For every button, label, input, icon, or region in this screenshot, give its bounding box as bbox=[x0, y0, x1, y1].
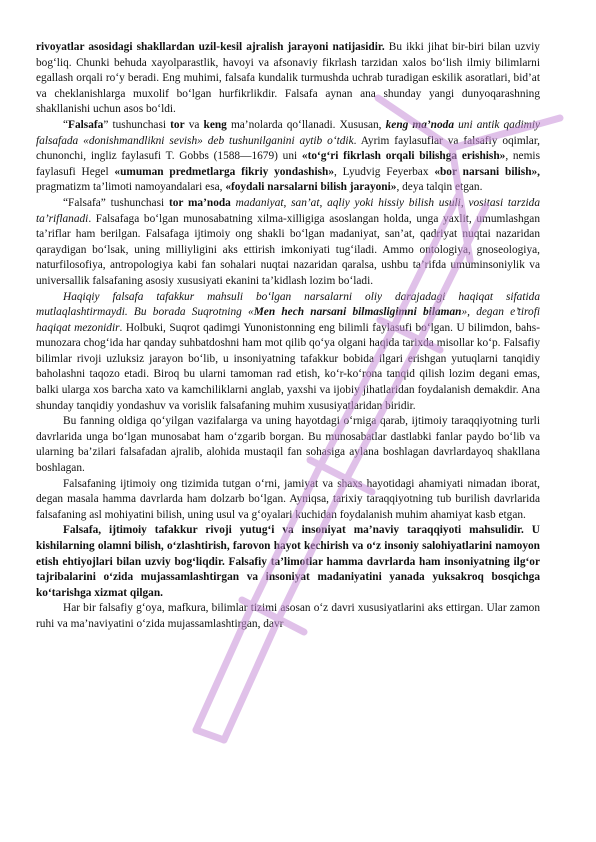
paragraph bbox=[36, 601, 540, 632]
text-run: , Lyudvig Feyerbax bbox=[334, 165, 435, 178]
text-run: , deya talqin etgan. bbox=[396, 181, 483, 194]
text-run: «foydali narsalarni bilish jarayoni» bbox=[225, 181, 397, 194]
text-run: ” tushunchasi bbox=[103, 118, 171, 131]
text-run: keng bbox=[203, 118, 227, 131]
document-page bbox=[36, 40, 540, 633]
text-run: Haqiqiy falsafa tafakkur mahsuli bo‘lgan narsalarni oliy darajadagi haqiqat sifatida mutlaqlashtirmaydi. Bu borada Suqrotning « bbox=[36, 290, 540, 319]
text-run: , nemis faylasufi Hegel bbox=[36, 150, 540, 178]
paragraph bbox=[36, 118, 540, 196]
text-run: Bu ikki jihat bir-biri bilan uzviy bog‘liq. Chunki behuda xayolparastlik, havoyi va afsonaviy fikrlash tarzidan xalos bo‘lish ilmiy bilimlarni egallash orqali ro‘y beradi. Eng muhimi, falsafa kundalik turmushda uchrab turadigan eskilik asoratlari, bid’at va cheklanishlarga muxolif bo‘lgan hurfikrlikdir. Falsafa aynan ana shunday yangi dunyoqarashning shakllanishi uchun asos bo‘ldi. bbox=[36, 41, 540, 116]
text-run: «umuman predmetlarga fikriy yondashish» bbox=[114, 165, 334, 178]
text-run: Bu fanning oldiga qo‘yilgan vazifalarga va uning hayotdagi o‘rniga qarab, ijtimoiy taraqqiyotning turli davrlarida unga bo‘lgan munosabat ham o‘zgarib borgan. Bu munosabatlar dastlabki fanlar paydo bo‘lib va ularning ba’zilari falsafadan ajralib, alohida mustaqil fan sohasiga aylana boshlagan davrlardayoq shakllana boshlagan. bbox=[36, 415, 540, 475]
paragraph bbox=[36, 290, 540, 415]
text-run: ma’nolarda qo‘llanadi. Xususan, bbox=[226, 118, 386, 131]
text-run: uni antik qadimiy falsafada «donishmandlikni sevish» deb tushunilganini aytib o‘tdik bbox=[36, 118, 541, 147]
text-run: va bbox=[184, 118, 204, 131]
text-run: tor bbox=[170, 118, 185, 131]
text-run: rivoyatlar asosidagi shakllardan uzil-kesil ajralish jarayoni natijasidir. bbox=[36, 41, 385, 53]
paragraph bbox=[36, 196, 540, 290]
paragraph bbox=[36, 40, 540, 118]
text-run: . Holbuki, Suqrot qadimgi Yunonistonning eng bilimli faylasufi bo‘lgan. U bilimdon, bahs-munozara chog‘ida har qanday suhbatdoshni ham mot qilib qo‘ya olgani haqida tarixda misollar ko‘p. Falsafiy bilimlar rivoji uzluksiz jarayon bo‘lib, u insoniyatning tafakkur bobida ilgari erishgan yutuqlarni tanqidiy baholashni taqozo etadi. Biroq bu ularni tamoman rad etish, ko‘r-ko‘rona tanqid qilish lozim degani emas, balki ularga xos barcha xato va kamchiliklarni anglab, yaxshi va ijobiy jihatlaridan foydalanish demakdir. Ana shunday tanqidiy yondashuv va vorislik falsafaning muhim xususiyatlaridan biridir. bbox=[36, 321, 540, 412]
text-run: . Ayrim faylasuflar va falsafiy oqimlar, chunonchi, ingliz faylasufi T. Gobbs (1588—1679) uni bbox=[36, 134, 540, 163]
text-run: Falsafa, ijtimoiy tafakkur rivoji yutug‘i va insoniyat ma’naviy taraqqiyoti mahsulidir. U kishilarning olamni bilish, o‘zlashtirish, farovon hayot kechirish va o‘z insoniy salohiyatlarini namoyon etish ehtiyojlari bilan uzviy bog‘liqdir. Falsafiy ta’limotlar hamma davrlarda ham insoniyatning ilg‘or tajribalarini o‘zida mujassamlashtirgan va insoniyat madaniyatini yanada yuksakroq bosqichga ko‘tarishga xizmat qilgan. bbox=[36, 524, 540, 599]
text-run: Har bir falsafiy g‘oya, mafkura, bilimlar tizimi asosan o‘z davri xususiyatlarini aks ettirgan. Ular zamon ruhi va ma’naviyatini o‘zida mujassamlashtirgan, davr bbox=[36, 602, 540, 630]
paragraph bbox=[36, 477, 540, 524]
text-run: keng ma’noda bbox=[385, 118, 455, 131]
text-run: tor ma’noda bbox=[168, 196, 231, 209]
text-run: “ bbox=[63, 118, 69, 131]
text-run: “Falsafa” tushunchasi bbox=[63, 196, 169, 209]
text-run: Men hech narsani bilmasligimni bilaman bbox=[253, 306, 462, 319]
paragraph bbox=[36, 523, 540, 601]
paragraph bbox=[36, 414, 540, 476]
text-run: madaniyat, san’at, aqliy yoki hissiy bilish usuli, vositasi tarzida ta’riflanadi bbox=[36, 196, 541, 225]
text-run: », degan e’tirofi haqiqat mezonidir bbox=[36, 306, 541, 334]
text-run: pragmatizm ta’limoti namoyandalari esa, bbox=[36, 181, 226, 194]
text-run: «to‘g‘ri fikrlash orqali bilishga erishish» bbox=[301, 150, 506, 163]
text-run: Falsafaning ijtimoiy ong tizimida tutgan o‘rni, jamiyat va shaxs hayotidagi ahamiyati nimadan iborat, degan masala hamma davrlarda ham dolzarb bo‘lgan. Ayniqsa, tarixiy taraqqiyotning tub burilish davrlarida falsafaning asl mohiyatini bilish, uning usul va g‘oyalari kuchidan foydalanish muhim ahamiyat kasb etgan. bbox=[36, 477, 540, 521]
text-run: «bor narsani bilish», bbox=[434, 165, 541, 178]
text-run: Falsafa bbox=[68, 118, 104, 131]
text-run: . Falsafaga bo‘lgan munosabatning xilma-xilligiga asoslangan holda, unga yaxlit, umumlashgan ta’riflar ham berilgan. Falsafaga ijtimoiy ong shakli bo‘lgan madaniyat, san’at, qadriyat nuqtai nazaridan qaraydigan bo‘lsak, uning milliyligini aks ettirish imkoniyati tug‘iladi. Ammo ontologiya, gnoseologiya, naturfilosofiya, antropologiya kabi fan sohalari nuqtai nazaridan qaralsa, ushbu ta’rifda umuminsoniylik va universallik falsafaning asosiy xususiyati ekanini ta’kidlash lozim bo‘ladi. bbox=[36, 212, 540, 287]
watermark-stroke-8 bbox=[196, 730, 224, 740]
